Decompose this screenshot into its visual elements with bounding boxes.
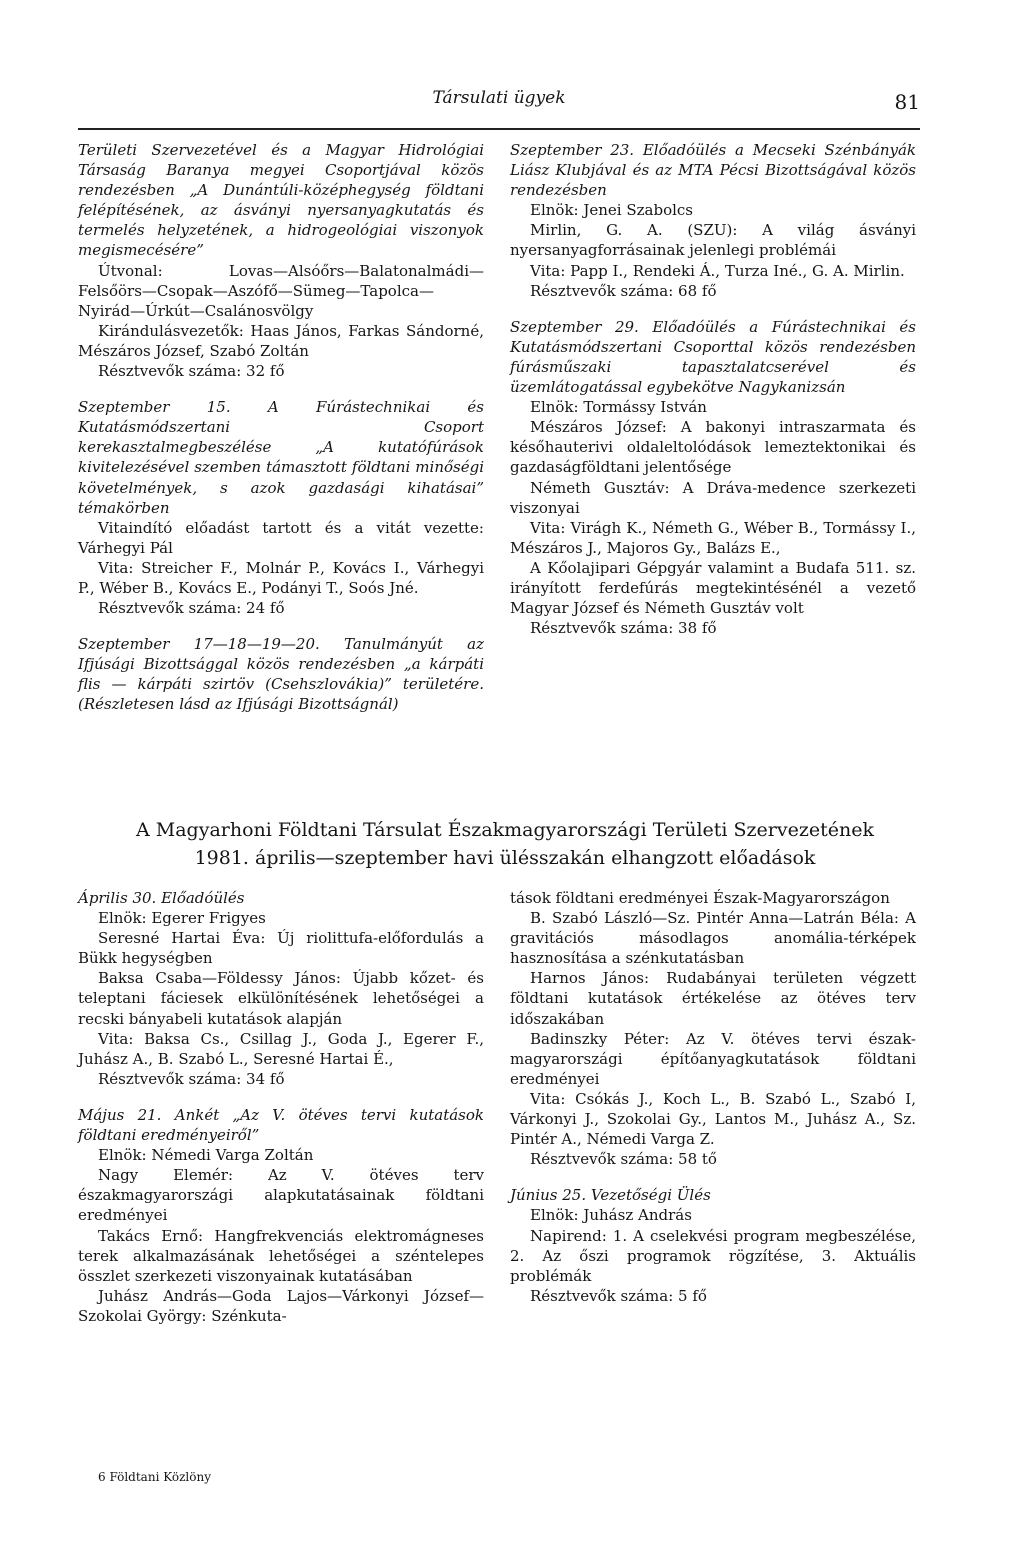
section-title-line-1: A Magyarhoni Földtani Társulat Északmagyarországi Területi Szervezetének [136, 819, 874, 841]
paragraph-lecture: B. Szabó László—Sz. Pintér Anna—Latrán Béla: A gravitációs másodlagos anomália-térképek hasznosítása a szénkutatásban [510, 909, 916, 968]
paragraph-lecture: Nagy Elemér: Az V. ötéves terv északmagyarországi alapkutatásainak földtani eredményei [78, 1166, 484, 1225]
paragraph-event-intro: Területi Szervezetével és a Magyar Hidrológiai Társaság Baranya megyei Csoportjával közös rendezésben „A Dunántúli-középhegység földtani felépítésének, az ásványi nyersanyagkutatás és termelés helyzetének, a hidrogeológiai viszonyok megismecésére” [78, 141, 484, 260]
paragraph-event-may21: Május 21. Ankét „Az V. ötéves tervi kutatások földtani eredményeiről” [78, 1105, 484, 1145]
paragraph-event-sep29: Szeptember 29. Előadóülés a Fúrástechnikai és Kutatásmódszertani Csoporttal közös rendezésben fúrásműszaki tapasztalatcserével és üzemlátogatással egybekötve Nagykanizsán [510, 317, 916, 397]
paragraph-event-sep17: Szeptember 17—18—19—20. Tanulmányút az Ifjúsági Bizottsággal közös rendezésben „a kárpáti flis — kárpáti szirtöv (Csehszlovákia)” területére. (Részletesen lásd az Ifjúsági Bizottságnál) [78, 635, 484, 714]
paragraph-chair: Elnök: Egerer Frigyes [98, 909, 266, 928]
paragraph-event-apr30: Április 30. Előadóülés [78, 889, 245, 907]
paragraph-lecture: Németh Gusztáv: A Dráva-medence szerkezeti viszonyai [510, 478, 916, 517]
section-title-line-2: 1981. április—szeptember havi ülésszakán elhangzott előadások [194, 847, 816, 869]
paragraph-lecture: Mészáros József: A bakonyi intraszarmata és későhauterivi oldaleltolódások lemeztektonikai és gazdaságföldtani jelentősége [510, 418, 916, 477]
paragraph-participants: Résztvevők száma: 32 fő [98, 362, 285, 381]
paragraph-chair: Elnök: Juhász András [530, 1206, 692, 1225]
paragraph-lecture: Takács Ernő: Hangfrekvenciás elektromágneses terek alkalmazásának lehetőségei a széntelepes összlet szerkezeti viszonyainak kutatásában [78, 1226, 484, 1285]
paragraph-event-sep15: Szeptember 15. A Fúrástechnikai és Kutatásmódszertani Csoport kerekasztalmegbeszélése „A kutatófúrások kivitelezésével szemben támasztott földtani minőségi követelmények, s azok gazdasági kihatásai” témakörben [78, 398, 484, 517]
paragraph-lecture: Seresné Hartai Éva: Új riolittufa-előfordulás a Bükk hegységben [78, 929, 484, 968]
paragraph-participants: Résztvevők száma: 24 fő [98, 599, 285, 618]
paragraph-discussion: Vita: Virágh K., Németh G., Wéber B., Tormássy I., Mészáros J., Majoros Gy., Balázs E., [510, 518, 916, 557]
paragraph-discussion: Vita: Baksa Cs., Csillag J., Goda J., Egerer F., Juhász A., B. Szabó L., Seresné Hartai É., [78, 1029, 484, 1068]
paragraph-participants: Résztvevők száma: 34 fő [98, 1069, 285, 1088]
paragraph-guides: Kirándulásvezetők: Haas János, Farkas Sándorné, Mészáros József, Szabó Zoltán [78, 321, 484, 360]
column-top-left [78, 140, 484, 715]
paragraph-participants: Résztvevők száma: 58 tő [530, 1150, 717, 1169]
paragraph-participants: Résztvevők száma: 68 fő [530, 281, 717, 300]
paragraph-participants: Résztvevők száma: 5 fő [530, 1286, 707, 1305]
paragraph-chair: Elnök: Némedi Varga Zoltán [98, 1146, 314, 1165]
footer-signature: 6 Földtani Közlöny [98, 1470, 211, 1484]
paragraph-event-sep23: Szeptember 23. Előadóülés a Mecseki Szénbányák Liász Klubjával és az MTA Pécsi Bizottságával közös rendezésben [510, 141, 916, 200]
paragraph-lecture: Badinszky Péter: Az V. ötéves tervi észak-magyarországi építőanyagkutatások földtani eredményei [510, 1029, 916, 1088]
paragraph-lecture: Mirlin, G. A. (SZU): A világ ásványi nyersanyagforrásainak jelenlegi problémái [510, 221, 916, 260]
paragraph-discussion: Vita: Streicher F., Molnár P., Kovács I., Várhegyi P., Wéber B., Kovács E., Podányi T., Soós Jné. [78, 558, 484, 597]
column-bottom-left [78, 888, 484, 1326]
column-bottom-right [510, 888, 916, 1306]
section-title [90, 816, 920, 872]
paragraph-discussion: Vita: Csókás J., Koch L., B. Szabó L., Szabó I, Várkonyi J., Szokolai Gy., Lantos M., Juhász A., Sz. Pintér A., Némedi Varga Z. [510, 1089, 916, 1149]
paragraph-discussion: Vita: Papp I., Rendeki Á., Turza Iné., G. A. Mirlin. [530, 261, 905, 280]
paragraph-lecture: Baksa Csaba—Földessy János: Újabb kőzet- és teleptani fáciesek elkülönítésének lehetőségei a recski bányabeli kutatások alapján [78, 969, 484, 1028]
paragraph-lecture: Harnos János: Rudabányai területen végzett földtani kutatások értékelése az ötéves terv időszakában [510, 969, 916, 1028]
running-header [78, 80, 920, 120]
header-rule [78, 128, 920, 130]
paragraph-lecture-continued: tások földtani eredményei Észak-Magyarországon [510, 889, 890, 907]
paragraph-visit: A Kőolajipari Gépgyár valamint a Budafa 511. sz. irányított ferdefúrás megtekintésénél a vezető Magyar József és Németh Gusztáv volt [510, 558, 916, 618]
paragraph-chair: Elnök: Tormássy István [530, 398, 707, 417]
page-number: 81 [894, 90, 920, 114]
paragraph-route: Útvonal: Lovas—Alsóőrs—Balatonalmádi—Felsőörs—Csopak—Aszófő—Sümeg—Tapolca—Nyirád—Úrkút—Csalánosvölgy [78, 261, 484, 320]
paragraph-participants: Résztvevők száma: 38 fő [530, 619, 717, 638]
paragraph-event-jun25: Június 25. Vezetőségi Ülés [510, 1186, 711, 1205]
paragraph-agenda: Napirend: 1. A cselekvési program megbeszélése, 2. Az őszi programok rögzítése, 3. Aktuális problémák [510, 1226, 916, 1285]
paragraph-moderator: Vitaindító előadást tartott és a vitát vezette: Várhegyi Pál [78, 518, 484, 557]
running-title: Társulati ügyek [432, 88, 566, 108]
paragraph-lecture: Juhász András—Goda Lajos—Várkonyi József—Szokolai György: Szénkuta- [78, 1286, 484, 1325]
paragraph-chair: Elnök: Jenei Szabolcs [530, 201, 693, 220]
column-top-right [510, 140, 916, 638]
